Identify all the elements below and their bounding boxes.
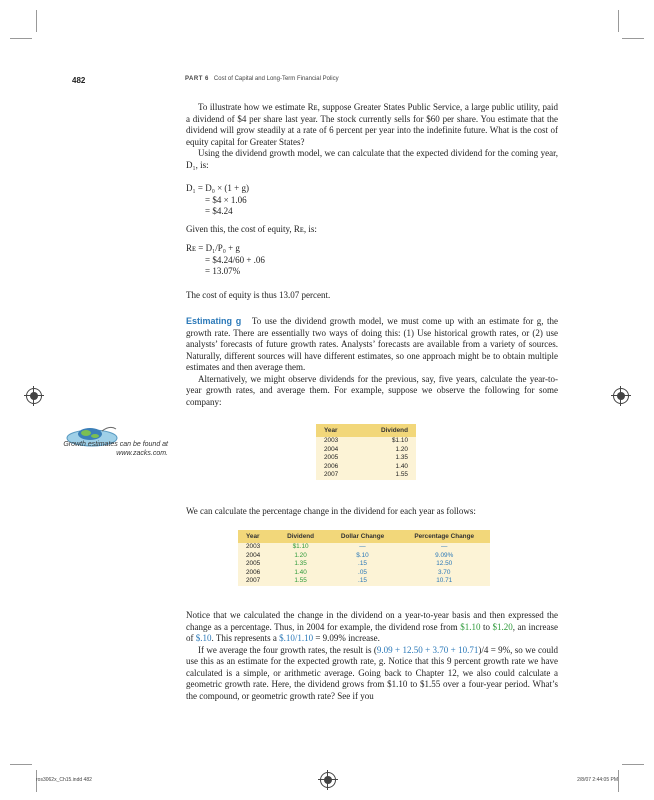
- equation-line: = $4 × 1.06: [205, 194, 247, 205]
- table-cell: 1.55: [275, 577, 327, 586]
- running-head: [185, 76, 339, 82]
- footer-timestamp: 2/8/07 2:44:05 PM: [577, 777, 618, 783]
- text-run: = 9.09% increase.: [313, 633, 380, 643]
- table-cell: 2006: [238, 569, 275, 578]
- table-cell: 2003: [316, 437, 357, 446]
- crop-mark: [622, 764, 644, 765]
- table-cell: 2003: [238, 543, 275, 552]
- table-cell: 12.50: [398, 560, 490, 569]
- intro-text: [186, 102, 558, 171]
- table-cell: .15: [327, 577, 399, 586]
- crop-mark: [618, 770, 619, 792]
- crop-mark: [36, 10, 37, 32]
- table-row: [238, 543, 490, 552]
- table-row: [316, 437, 416, 446]
- text-run: , an increase of: [186, 621, 558, 643]
- percentage-change-table: [238, 530, 490, 586]
- table-cell: 1.35: [275, 560, 327, 569]
- crop-mark: [10, 38, 32, 39]
- text-run: to: [480, 621, 493, 632]
- crop-mark: [622, 38, 644, 39]
- paragraph: Alternatively, we might observe dividends for the previous, say, five years, calculate the year-to-year growth rates, and average them. For example, suppose we observe the following for some company:: [186, 373, 558, 407]
- table-cell: 2005: [316, 454, 357, 463]
- table-cell: 2007: [316, 471, 357, 480]
- equation-line: = $4.24: [205, 206, 233, 217]
- notice-section: [186, 610, 558, 702]
- table-row: [316, 454, 416, 463]
- paragraph: [186, 610, 558, 645]
- table-cell: 1.20: [357, 446, 416, 455]
- dividend-table: [316, 424, 416, 480]
- paragraph: [186, 645, 558, 703]
- paragraph: We can calculate the percentage change in the dividend for each year as follows:: [186, 506, 476, 516]
- column-header: Dividend: [357, 424, 416, 437]
- highlight-value: $.10: [195, 633, 212, 643]
- equation-re: [186, 243, 265, 278]
- calc-text: [186, 506, 558, 518]
- table-cell: 1.40: [357, 463, 416, 472]
- crop-mark: [10, 764, 32, 765]
- highlight-value: $.10/1.10: [279, 633, 314, 643]
- table-header-row: [238, 530, 490, 543]
- part-label: PART 6: [185, 76, 209, 82]
- column-header: Dividend: [275, 530, 327, 543]
- table-cell: $.10: [327, 552, 399, 561]
- sidebar-note: Growth estimates can be found at www.zacks.com.: [63, 441, 168, 457]
- table-row: [238, 560, 490, 569]
- text-run: . This represents a: [211, 633, 280, 643]
- crop-mark: [618, 10, 619, 32]
- equation-line: Rᴇ = D₁/P₀ + g: [186, 243, 240, 253]
- column-header: Dollar Change: [327, 530, 399, 543]
- text-run: )/4 = 9%, so we could use this as an estimate for the expected growth rate, g. Notice that this 9 percent growth rate we have calculated is a simple, or arithmetic average. Going back to Chapter 12, we also could calculate a geometric growth rate. Here, the dividend grows from $1.10 to $1.55 over a four-year period. What’s the compound, or geometric growth rate? See if you: [186, 644, 559, 701]
- equation-d1: [186, 183, 249, 218]
- column-header: Year: [238, 530, 275, 543]
- table-cell: 2006: [316, 463, 357, 472]
- table-cell: 10.71: [398, 577, 490, 586]
- table-cell: 2005: [238, 560, 275, 569]
- table-cell: 2007: [238, 577, 275, 586]
- highlight-value: $1.10: [460, 621, 481, 632]
- table-cell: —: [398, 543, 490, 552]
- paragraph: Given this, the cost of equity, Rᴇ, is:: [186, 224, 317, 234]
- page-number: 482: [72, 76, 86, 85]
- given-text: [186, 224, 558, 236]
- table-row: [316, 471, 416, 480]
- table-cell: $1.10: [357, 437, 416, 446]
- section-heading: Estimating g: [186, 316, 242, 326]
- registration-mark-icon: [320, 772, 336, 788]
- table-cell: 2004: [316, 446, 357, 455]
- column-header: Year: [316, 424, 357, 437]
- highlight-value: 9.09 + 12.50 + 3.70 + 10.71: [376, 644, 479, 655]
- table-row: [316, 463, 416, 472]
- table-row: [238, 577, 490, 586]
- table-cell: 1.40: [275, 569, 327, 578]
- table-cell: .05: [327, 569, 399, 578]
- highlight-value: $1.20: [492, 621, 513, 632]
- table-cell: 1.35: [357, 454, 416, 463]
- column-header: Percentage Change: [398, 530, 490, 543]
- table-cell: $1.10: [275, 543, 327, 552]
- conclusion-text: [186, 290, 558, 302]
- paragraph: Using the dividend growth model, we can calculate that the expected dividend for the coming year, D₁, is:: [186, 148, 558, 170]
- table-header-row: [316, 424, 416, 437]
- section-text: To use the dividend growth model, we must come up with an estimate for g, the growth rate. There are essentially two ways of doing this: (1) Use historical growth rates, or (2) use analysts’ forecasts of future growth rates. Analysts’ forecasts are available from a variety of sources. Naturally, different sources will have different estimates, so one approach might be to obtain multiple estimates and then average them.: [186, 316, 559, 372]
- equation-line: = $4.24/60 + .06: [205, 254, 265, 265]
- table-cell: 1.55: [357, 471, 416, 480]
- table-cell: .15: [327, 560, 399, 569]
- table-cell: 3.70: [398, 569, 490, 578]
- equation-line: D₁ = D₀ × (1 + g): [186, 183, 249, 193]
- text-run: Notice that we calculated the change in the dividend on a year-to-year basis and then expressed the change as a percentage. Thus, in 2004 for example, the dividend rose from: [186, 610, 558, 632]
- registration-mark-icon: [613, 388, 629, 404]
- paragraph: [186, 316, 558, 374]
- text-run: If we average the four growth rates, the result is (: [198, 644, 377, 655]
- paragraph: To illustrate how we estimate Rᴇ, suppose Greater States Public Service, a large public utility, paid a dividend of $4 per share last year. The stock currently sells for $60 per share. You estimate that the dividend will grow steadily at a rate of 6 percent per year into the indefinite future. What is the cost of equity capital for Greater States?: [186, 102, 558, 147]
- paragraph: The cost of equity is thus 13.07 percent.: [186, 290, 331, 300]
- table-cell: —: [327, 543, 399, 552]
- equation-line: = 13.07%: [205, 266, 241, 277]
- table-row: [238, 552, 490, 561]
- table-cell: 2004: [238, 552, 275, 561]
- table-row: [238, 569, 490, 578]
- table-cell: 9.09%: [398, 552, 490, 561]
- estimating-section: [186, 316, 558, 408]
- table-cell: 1.20: [275, 552, 327, 561]
- table-row: [316, 446, 416, 455]
- footer-file-info: ros3062x_Ch15.indd 482: [36, 777, 92, 783]
- part-title: Cost of Capital and Long-Term Financial Policy: [213, 76, 339, 82]
- registration-mark-icon: [26, 388, 42, 404]
